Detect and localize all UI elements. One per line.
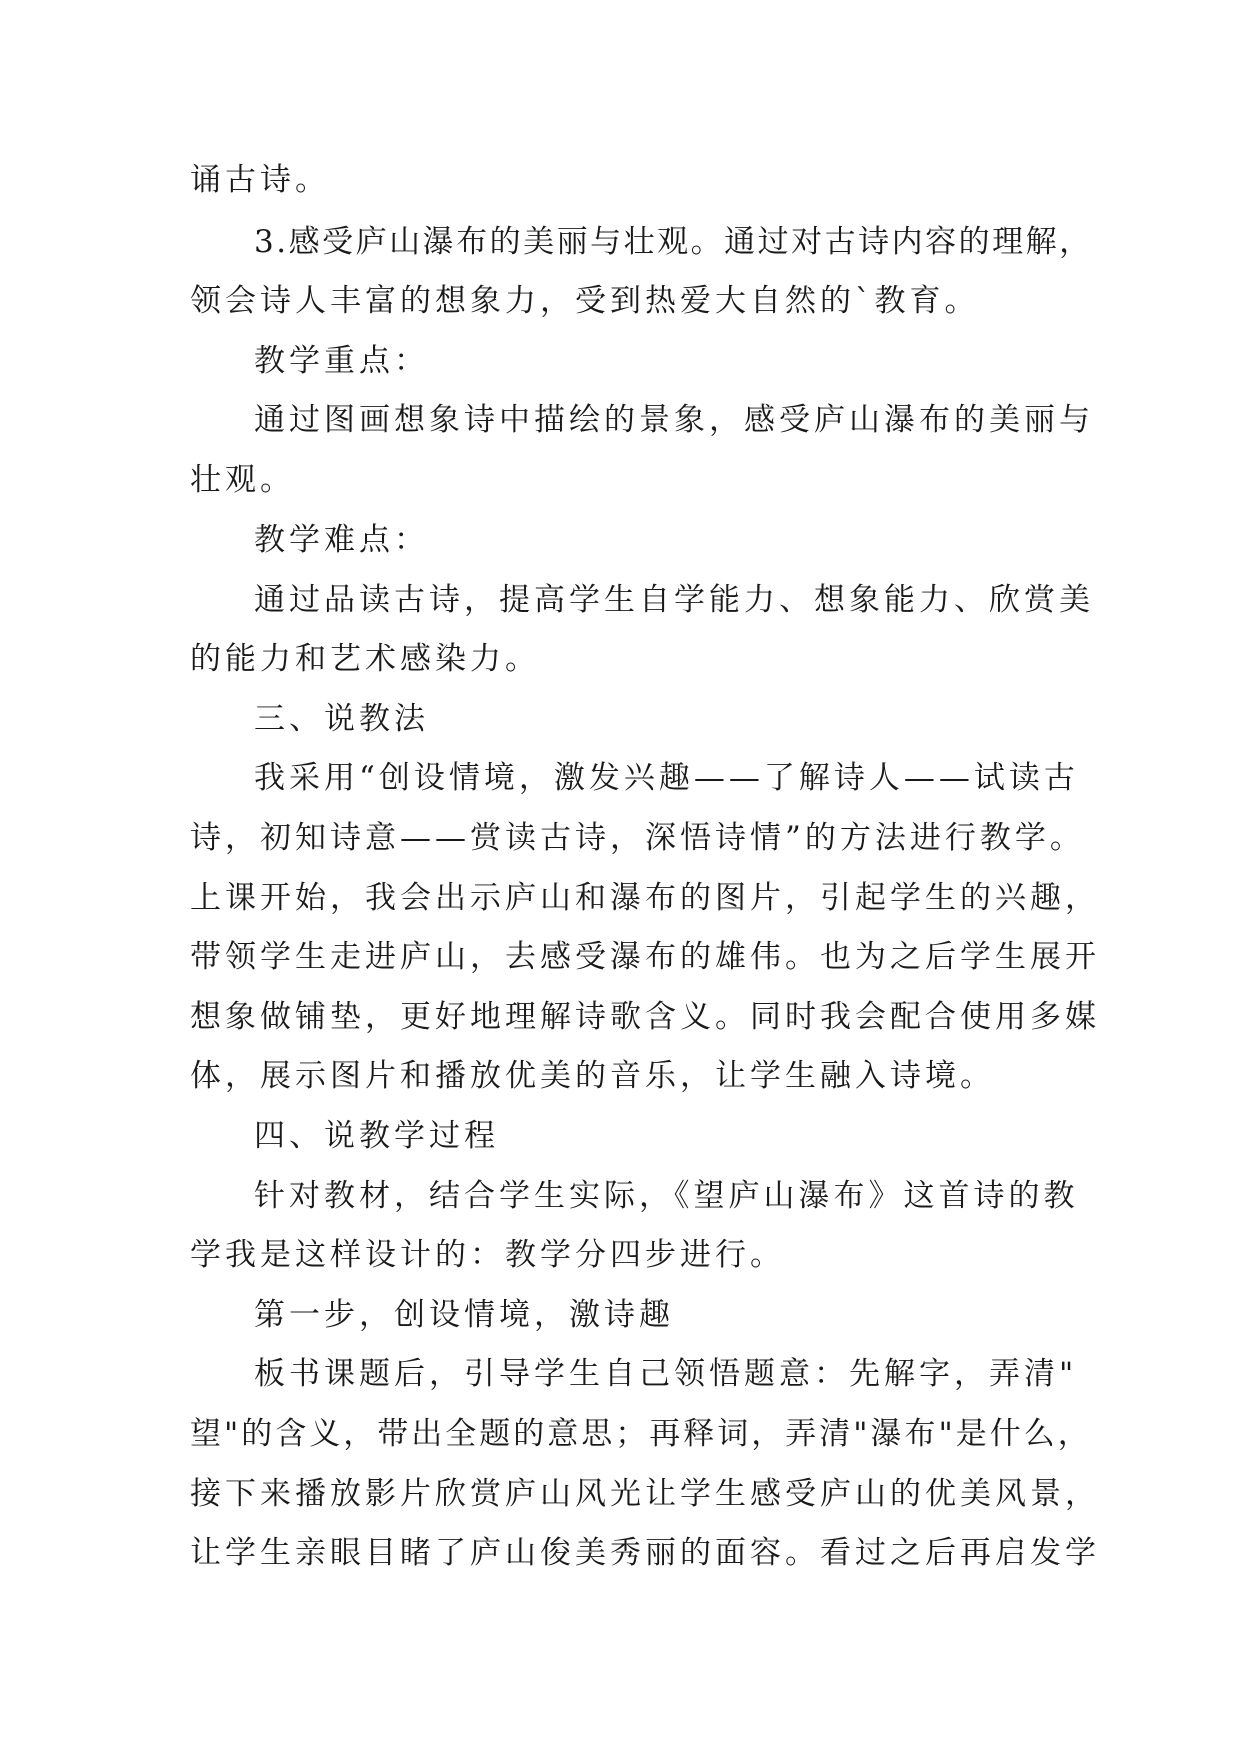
text-line: 通过品读古诗，提高学生自学能力、想象能力、欣赏美 — [254, 582, 1094, 618]
text-line: 壮观。 — [190, 462, 295, 498]
text-line: 想象做铺垫，更好地理解诗歌含义。同时我会配合使用多媒 — [190, 999, 1100, 1035]
text-line: 3.感受庐山瀑布的美丽与壮观。通过对古诗内容的理解， — [254, 224, 1093, 260]
section-heading: 三、说教法 — [254, 701, 429, 737]
text-line: 带领学生走进庐山，去感受瀑布的雄伟。也为之后学生展开 — [190, 939, 1100, 975]
text-line: 我采用“创设情境，激发兴趣——了解诗人——试读古 — [254, 760, 1079, 796]
section-heading: 教学难点： — [254, 522, 429, 558]
text-line: 让学生亲眼目睹了庐山俊美秀丽的面容。看过之后再启发学 — [190, 1535, 1100, 1571]
text-line: 上课开始，我会出示庐山和瀑布的图片，引起学生的兴趣， — [190, 880, 1100, 916]
section-heading: 四、说教学过程 — [254, 1118, 499, 1154]
text-line: 诵古诗。 — [190, 162, 330, 198]
text-line: 通过图画想象诗中描绘的景象，感受庐山瀑布的美丽与 — [254, 402, 1094, 438]
section-heading: 第一步，创设情境，激诗趣 — [254, 1297, 674, 1333]
text-line: 领会诗人丰富的想象力，受到热爱大自然的`教育。 — [190, 283, 980, 319]
text-line: 针对教材，结合学生实际，《望庐山瀑布》这首诗的教 — [254, 1178, 1079, 1214]
section-heading: 教学重点： — [254, 343, 429, 379]
text-line: 体，展示图片和播放优美的音乐，让学生融入诗境。 — [190, 1058, 995, 1094]
text-line: 板书课题后，引导学生自己领悟题意：先解字，弄清" — [254, 1356, 1078, 1392]
text-line: 学我是这样设计的：教学分四步进行。 — [190, 1237, 785, 1273]
text-line: 的能力和艺术感染力。 — [190, 641, 540, 677]
text-line: 接下来播放影片欣赏庐山风光让学生感受庐山的优美风景， — [190, 1476, 1100, 1512]
text-line: 诗，初知诗意——赏读古诗，深悟诗情”的方法进行教学。 — [190, 820, 1085, 856]
text-line: 望"的含义，带出全题的意思；再释词，弄清"瀑布"是什么， — [190, 1416, 1092, 1452]
